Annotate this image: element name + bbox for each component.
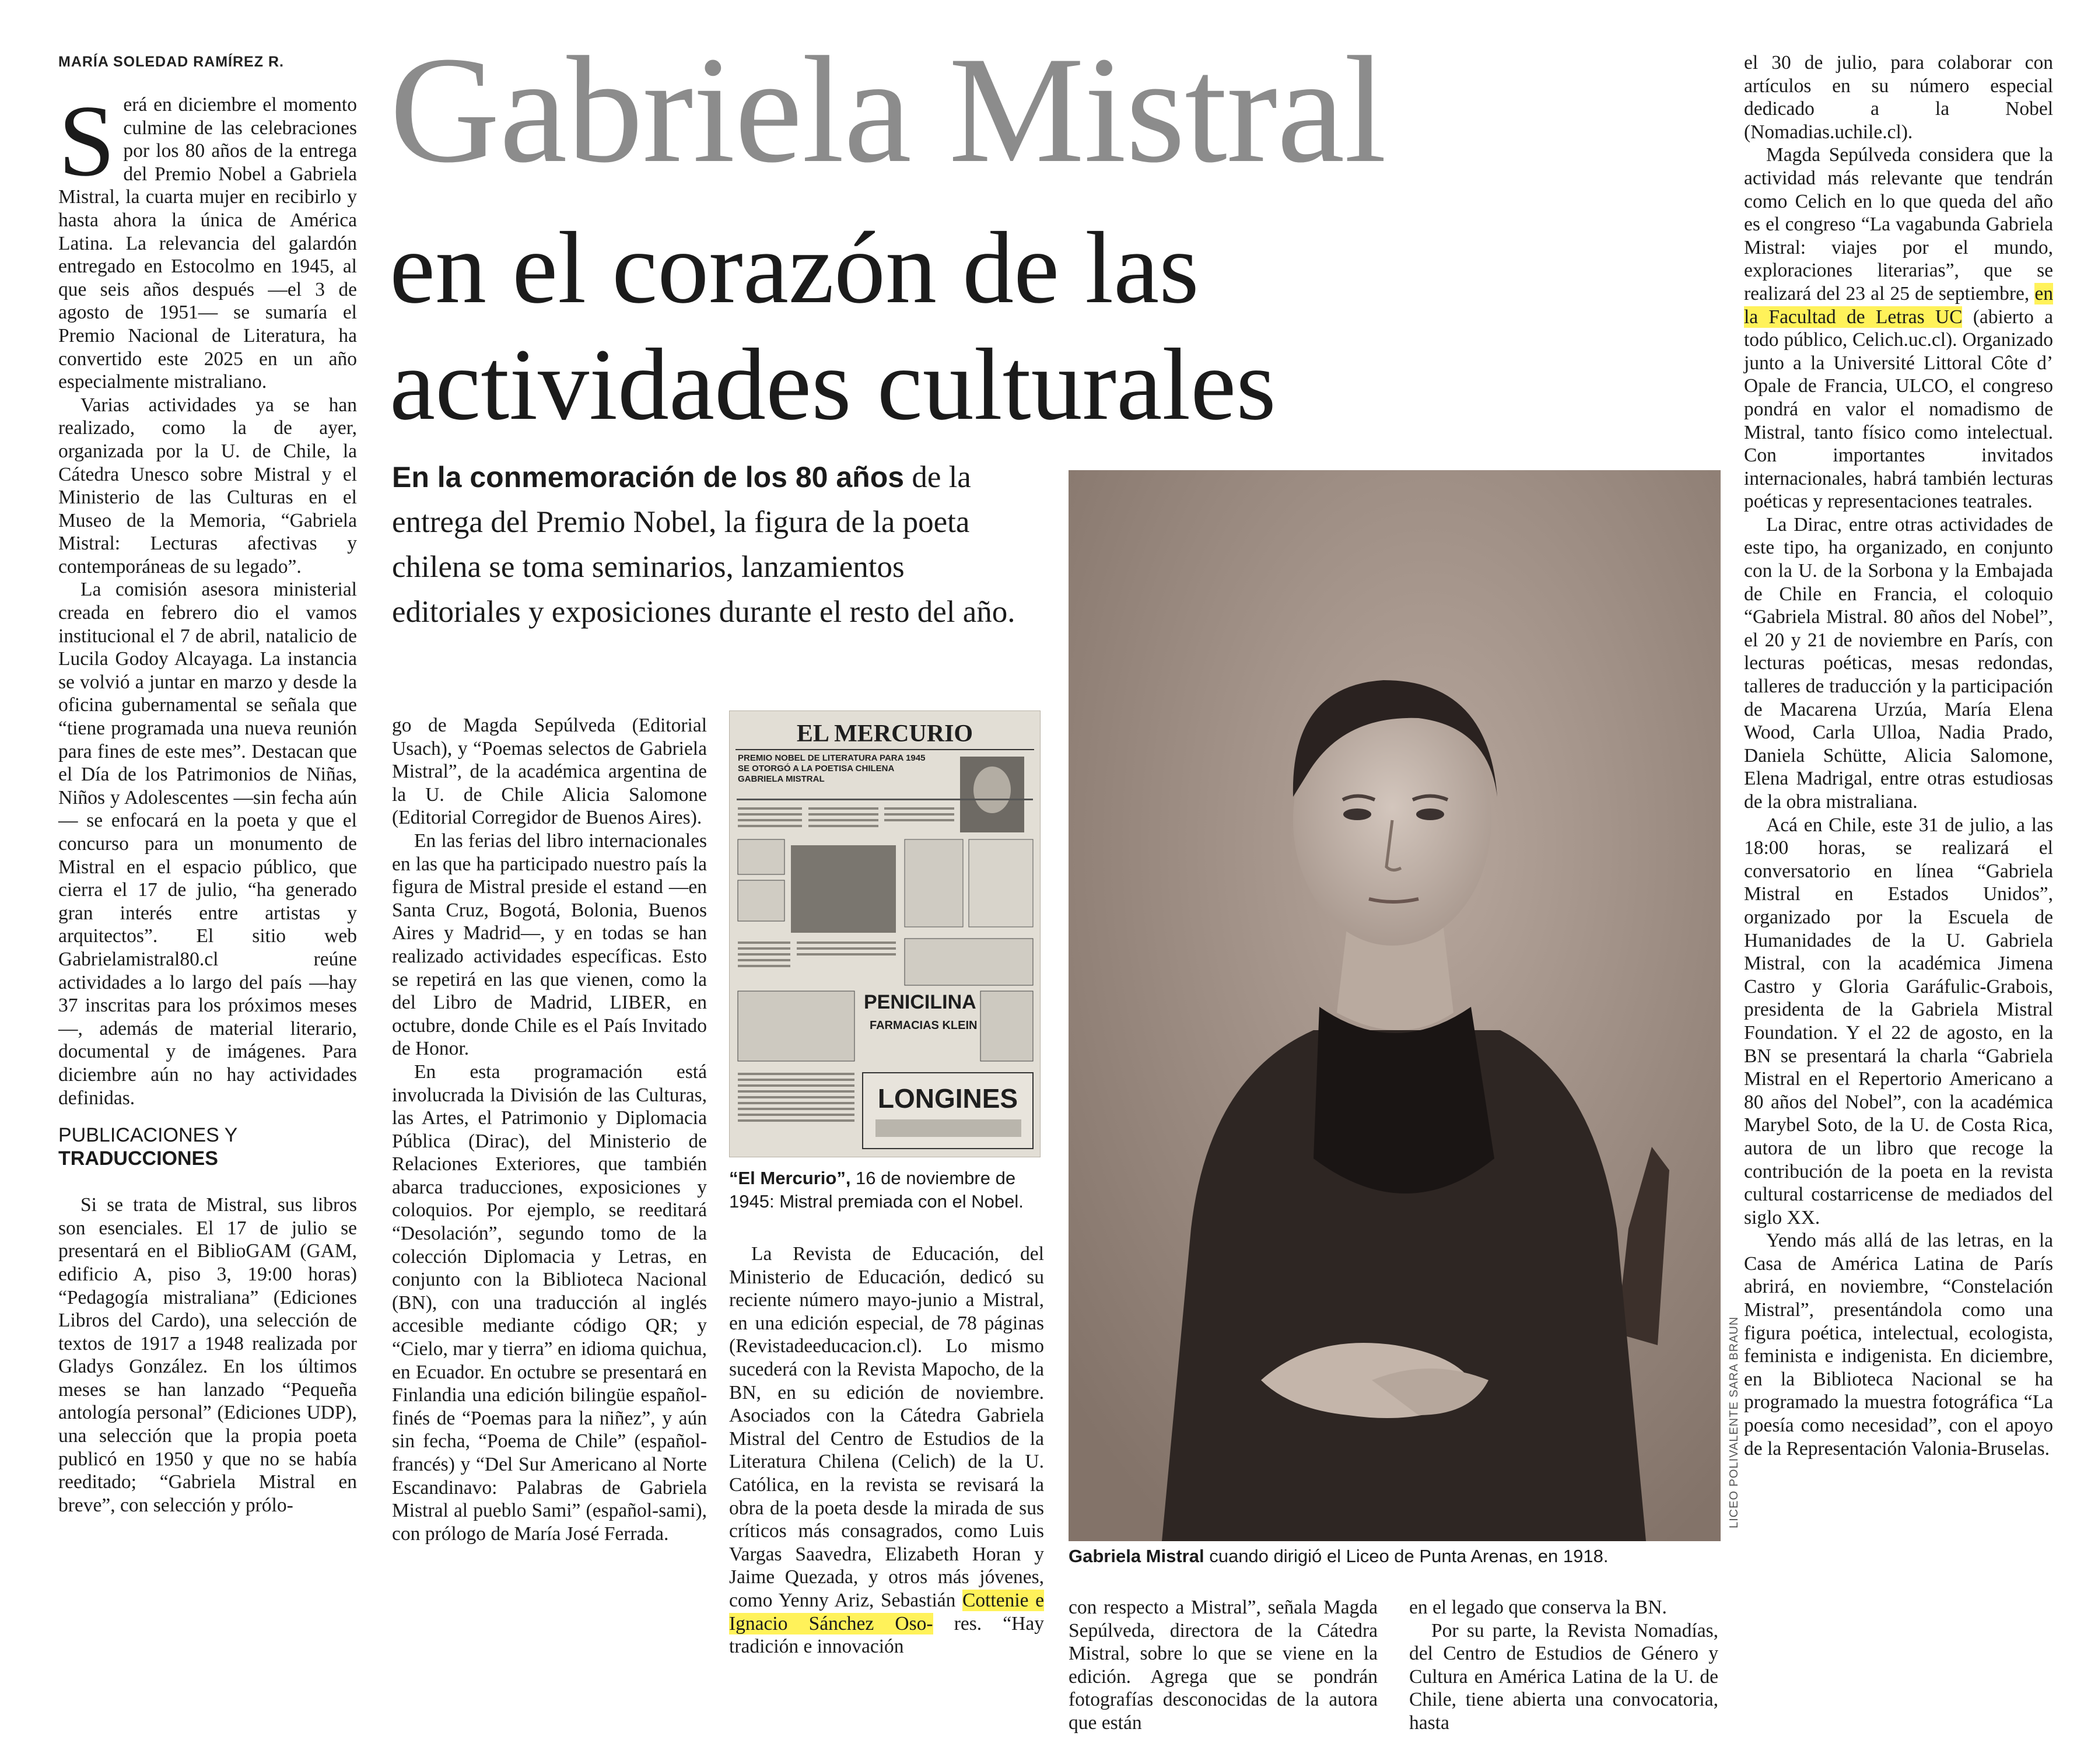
highlighted-text-names: Cottenie e Ignacio Sánchez Oso- bbox=[729, 1589, 1044, 1634]
gabriela-mistral-portrait bbox=[1069, 470, 1721, 1541]
col3-paragraph-1: La Revista de Educación, del Ministerio de Educación, dedicó su reciente número mayo-junio a Mistral, en una edición especial, de 78 páginas (Revistadeeducacion.cl). Lo mismo sucederá con la Revista Mapocho, de la BN, en su edición de noviembre. Asociados con la Cátedra Gabriela Mistral del Centro de Estudios de la Literatura Chilena (Celich) de la U. Católica, en la revista se revisará la obra de la poeta desde la mirada de sus críticos más consagrados, como Luis Vargas Saavedra, Elizabeth Horan y Jaime Quezada, y otros más jóvenes, como Yenny Ariz, Sebastián Cottenie e Ignacio Sánchez Oso- res. “Hay tradición e innovación bbox=[729, 1243, 1044, 1658]
clipping-caption-rest: 16 de noviembre de 1945: Mistral premiada con el Nobel. bbox=[729, 1168, 1024, 1212]
clipping-ad-farmacias: FARMACIAS KLEIN bbox=[870, 1019, 978, 1032]
photo-credit: LICEO POLIVALENTE SARA BRAUN bbox=[1728, 1316, 1740, 1528]
lead-rest: de la entrega del Premio Nobel, la figura de la poeta chilena se toma seminarios, lanzamientos editoriales y exposiciones durante el resto del año. bbox=[392, 460, 1015, 629]
article-column-6 bbox=[1744, 51, 2053, 1460]
article-column-2 bbox=[392, 714, 707, 1545]
el-mercurio-clipping bbox=[729, 710, 1041, 1157]
drop-cap: S bbox=[58, 84, 115, 197]
subhead-line-1: PUBLICACIONES Y bbox=[58, 1124, 238, 1147]
col4-paragraph-1: con respecto a Mistral”, señala Magda Sepúlveda, directora de la Cátedra Mistral, sobre lo que se viene en la edición. Agrega que se pondrán fotografías desconocidas de la autora que están bbox=[1069, 1597, 1378, 1734]
headline-line-3: actividades culturales bbox=[390, 328, 1276, 442]
photo-caption-bold: Gabriela Mistral bbox=[1069, 1546, 1204, 1566]
article-column-5 bbox=[1409, 1596, 1718, 1735]
col6-paragraph-5: Yendo más allá de las letras, en la Casa de América Latina de París abrirá, en noviembre, “Constelación Mistral”, presentándola como una figura poética, intelectual, ecologista, feminista e indigenista. En diciembre, en la Biblioteca Nacional se ha programado la muestra fotográfica “La poesía como necesidad”, con el apoyo de la Representación Valonia-Bruselas. bbox=[1744, 1230, 2053, 1460]
byline: MARÍA SOLEDAD RAMÍREZ R. bbox=[58, 54, 284, 70]
lead-bold: En la conmemoración de los 80 años bbox=[392, 461, 905, 494]
headline-line-2: en el corazón de las bbox=[390, 211, 1199, 325]
article-column-4 bbox=[1069, 1596, 1378, 1735]
col5-paragraph-2: Por su parte, la Revista Nomadías, del Centro de Estudios de Género y Cultura en América Latina de la U. de Chile, tiene abierta una convocatoria, hasta bbox=[1409, 1619, 1718, 1734]
portrait-illustration bbox=[1069, 470, 1721, 1541]
clipping-ad-longines: LONGINES bbox=[877, 1083, 1018, 1114]
highlighted-text-facultad: en la Facultad de Letras UC bbox=[1744, 282, 2054, 328]
clipping-headline: PREMIO NOBEL DE LITERATURA PARA 1945 SE OTORGÓ A LA POETISA CHILENA GABRIELA MISTRAL bbox=[738, 753, 926, 784]
article-column-1 bbox=[58, 84, 357, 1517]
photo-caption bbox=[1069, 1545, 1721, 1568]
col1-paragraph-1: Será en diciembre el momento culmine de las celebraciones por los 80 años de la entrega del Premio Nobel a Gabriela Mistral, la cuarta mujer en recibirlo y hasta ahora la única de América Latina. La relevancia del galardón entregado en Estocolmo en 1945, al que seis años después —el 3 de agosto de 1951— se sumaría el Premio Nacional de Literatura, ha convertido este 2025 en un año especialmente mistraliano. bbox=[58, 84, 357, 393]
headline-line-1: Gabriela Mistral bbox=[390, 25, 1386, 194]
lead-paragraph bbox=[392, 455, 1028, 635]
article-column-3 bbox=[729, 1242, 1044, 1658]
clipping-illustration bbox=[730, 711, 1040, 1157]
col2-paragraph-2: En las ferias del libro internacionales en las que ha participado nuestro país la figura de Mistral preside el estand —en Santa Cruz, Bogotá, Bolonia, Buenos Aires y Madrid—, y en todas se han realizado actividades específicas. Esto se repetirá en las que vienen, como la del Libro de Madrid, LIBER, en octubre, donde Chile es el País Invitado de Honor. bbox=[392, 830, 707, 1060]
col2-paragraph-3: En esta programación está involucrada la División de las Culturas, las Artes, el Patrimonio y Diplomacia Pública (Dirac), del Ministerio de Relaciones Exteriores, que también abarca traducciones, exposiciones y coloquios. Por ejemplo, se reeditará “Desolación”, segundo tomo de la colección Diplomacia y Letras, en conjunto con la Biblioteca Nacional (BN), con una traducción al inglés accesible mediante código QR; y “Cielo, mar y tierra” en idioma quichua, en Ecuador. En octubre se presentará en Finlandia una edición bilingüe español-finés de “Poemas para la niñez”, y aún sin fecha, “Poema de Chile” (español-francés) y “Del Sur Americano al Norte Escandinavo: Palabras de Gabriela Mistral al pueblo Sami” (español-sami), con prólogo de María José Ferrada. bbox=[392, 1060, 707, 1545]
photo-caption-rest: cuando dirigió el Liceo de Punta Arenas, en 1918. bbox=[1204, 1546, 1609, 1566]
clipping-caption bbox=[729, 1167, 1044, 1213]
col6-paragraph-1: el 30 de julio, para colaborar con artículos en su número especial dedicado a la Nobel (Nomadias.uchile.cl). bbox=[1744, 52, 2053, 143]
col2-paragraph-1: go de Magda Sepúlveda (Editorial Usach), y “Poemas selectos de Gabriela Mistral”, de la académica argentina de la U. de Chile Alicia Salomone (Editorial Corregidor de Buenos Aires). bbox=[392, 715, 707, 829]
col5-paragraph-1: en el legado que conserva la BN. bbox=[1409, 1597, 1667, 1618]
section-subhead bbox=[58, 1124, 357, 1170]
col1-paragraph-3: La comisión asesora ministerial creada en febrero dio el vamos institucional el 7 de abril, natalicio de Lucila Godoy Alcayaga. La instancia se volvió a juntar en marzo y desde la oficina gubernamental se señala que “tiene programada una nueva reunión para fines de este mes”. Destacan que el Día de los Patrimonios de Niñas, Niños y Adolescentes —sin fecha aún— se enfocará en la poeta y que el concurso para un monumento de Mistral en el espacio público, que cierra el 17 de julio, “ha generado gran interés entre artistas y arquitectos”. El sitio web Gabrielamistral80.cl reúne actividades a lo largo del país —hay 37 inscritas para los próximos meses—, además de material literario, documental y de imágenes. Para diciembre aún no hay actividades definidas. bbox=[58, 579, 357, 1109]
col1-paragraph-4: Si se trata de Mistral, sus libros son esenciales. El 17 de julio se presentará en el BiblioGAM (GAM, edificio A, piso 3, 19:00 horas) “Pedagogía mistraliana” (Ediciones Libros del Cardo), una selección de textos de 1917 a 1948 realizada por Gladys González. En los últimos meses se han lanzado “Pequeña antología personal” (Ediciones UDP), una selección que la propia poeta publicó en 1950 y que no se había reeditado; “Gabriela Mistral en breve”, con selección y prólo- bbox=[58, 1194, 357, 1516]
clipping-ad-penicilina: PENICILINA bbox=[864, 991, 976, 1013]
col6-paragraph-4: Acá en Chile, este 31 de julio, a las 18:00 horas, se realizará el conversatorio en línea “Gabriela Mistral en Estados Unidos”, organizado por la Escuela de Humanidades de la U. Gabriela Mistral, con la académica Jimena Castro y Gloria Garáfulic-Grabois, presidenta de la Gabriela Mistral Foundation. Y el 22 de agosto, en la BN se presentará la charla “Gabriela Mistral en el Repertorio Americano a 80 años del Nobel”, con la académica Marybel Soto, de la U. de Costa Rica, autora de un libro que recoge la contribución de la poeta en la revista cultural costarricense de mediados del siglo XX. bbox=[1744, 814, 2053, 1228]
col6-paragraph-3: La Dirac, entre otras actividades de este tipo, ha organizado, en conjunto con la U. de la Sorbona y la Embajada de Chile en Francia, el coloquio “Gabriela Mistral. 80 años del Nobel”, el 20 y 21 de noviembre en París, con lecturas poéticas, mesas redondas, talleres de traducción y la participación de Macarena Urzúa, María Elena Wood, Carla Ulloa, Nadia Prado, Daniela Schütte, Alicia Salomone, Elena Madrigal, entre otras estudiosas de la obra mistraliana. bbox=[1744, 513, 2053, 813]
col1-paragraph-2: Varias actividades ya se han realizado, como la de ayer, organizada por la U. de Chile, la Cátedra Unesco sobre Mistral y el Ministerio de las Culturas en el Museo de la Memoria, “Gabriela Mistral: Lecturas afectivas y contemporáneas de su legado”. bbox=[58, 394, 357, 578]
clipping-caption-bold: “El Mercurio”, bbox=[729, 1168, 851, 1188]
col6-paragraph-2: Magda Sepúlveda considera que la actividad más relevante que tendrán como Celich en lo que queda del año es el congreso “La vagabunda Gabriela Mistral: viajes por el mundo, exploraciones literarias”, que se realizará del 23 al 25 de septiembre, en la Facultad de Letras UC (abierto a todo público, Celich.uc.cl). Organizado junto a la Université Littoral Côte d’ Opale de Francia, ULCO, el congreso pondrá en valor el nomadismo de Mistral, tanto físico como intelectual. Con importantes invitados internacionales, habrá también lecturas poéticas y representaciones teatrales. bbox=[1744, 144, 2054, 513]
clipping-masthead: EL MERCURIO bbox=[796, 720, 973, 747]
subhead-line-2: TRADUCCIONES bbox=[58, 1147, 218, 1170]
